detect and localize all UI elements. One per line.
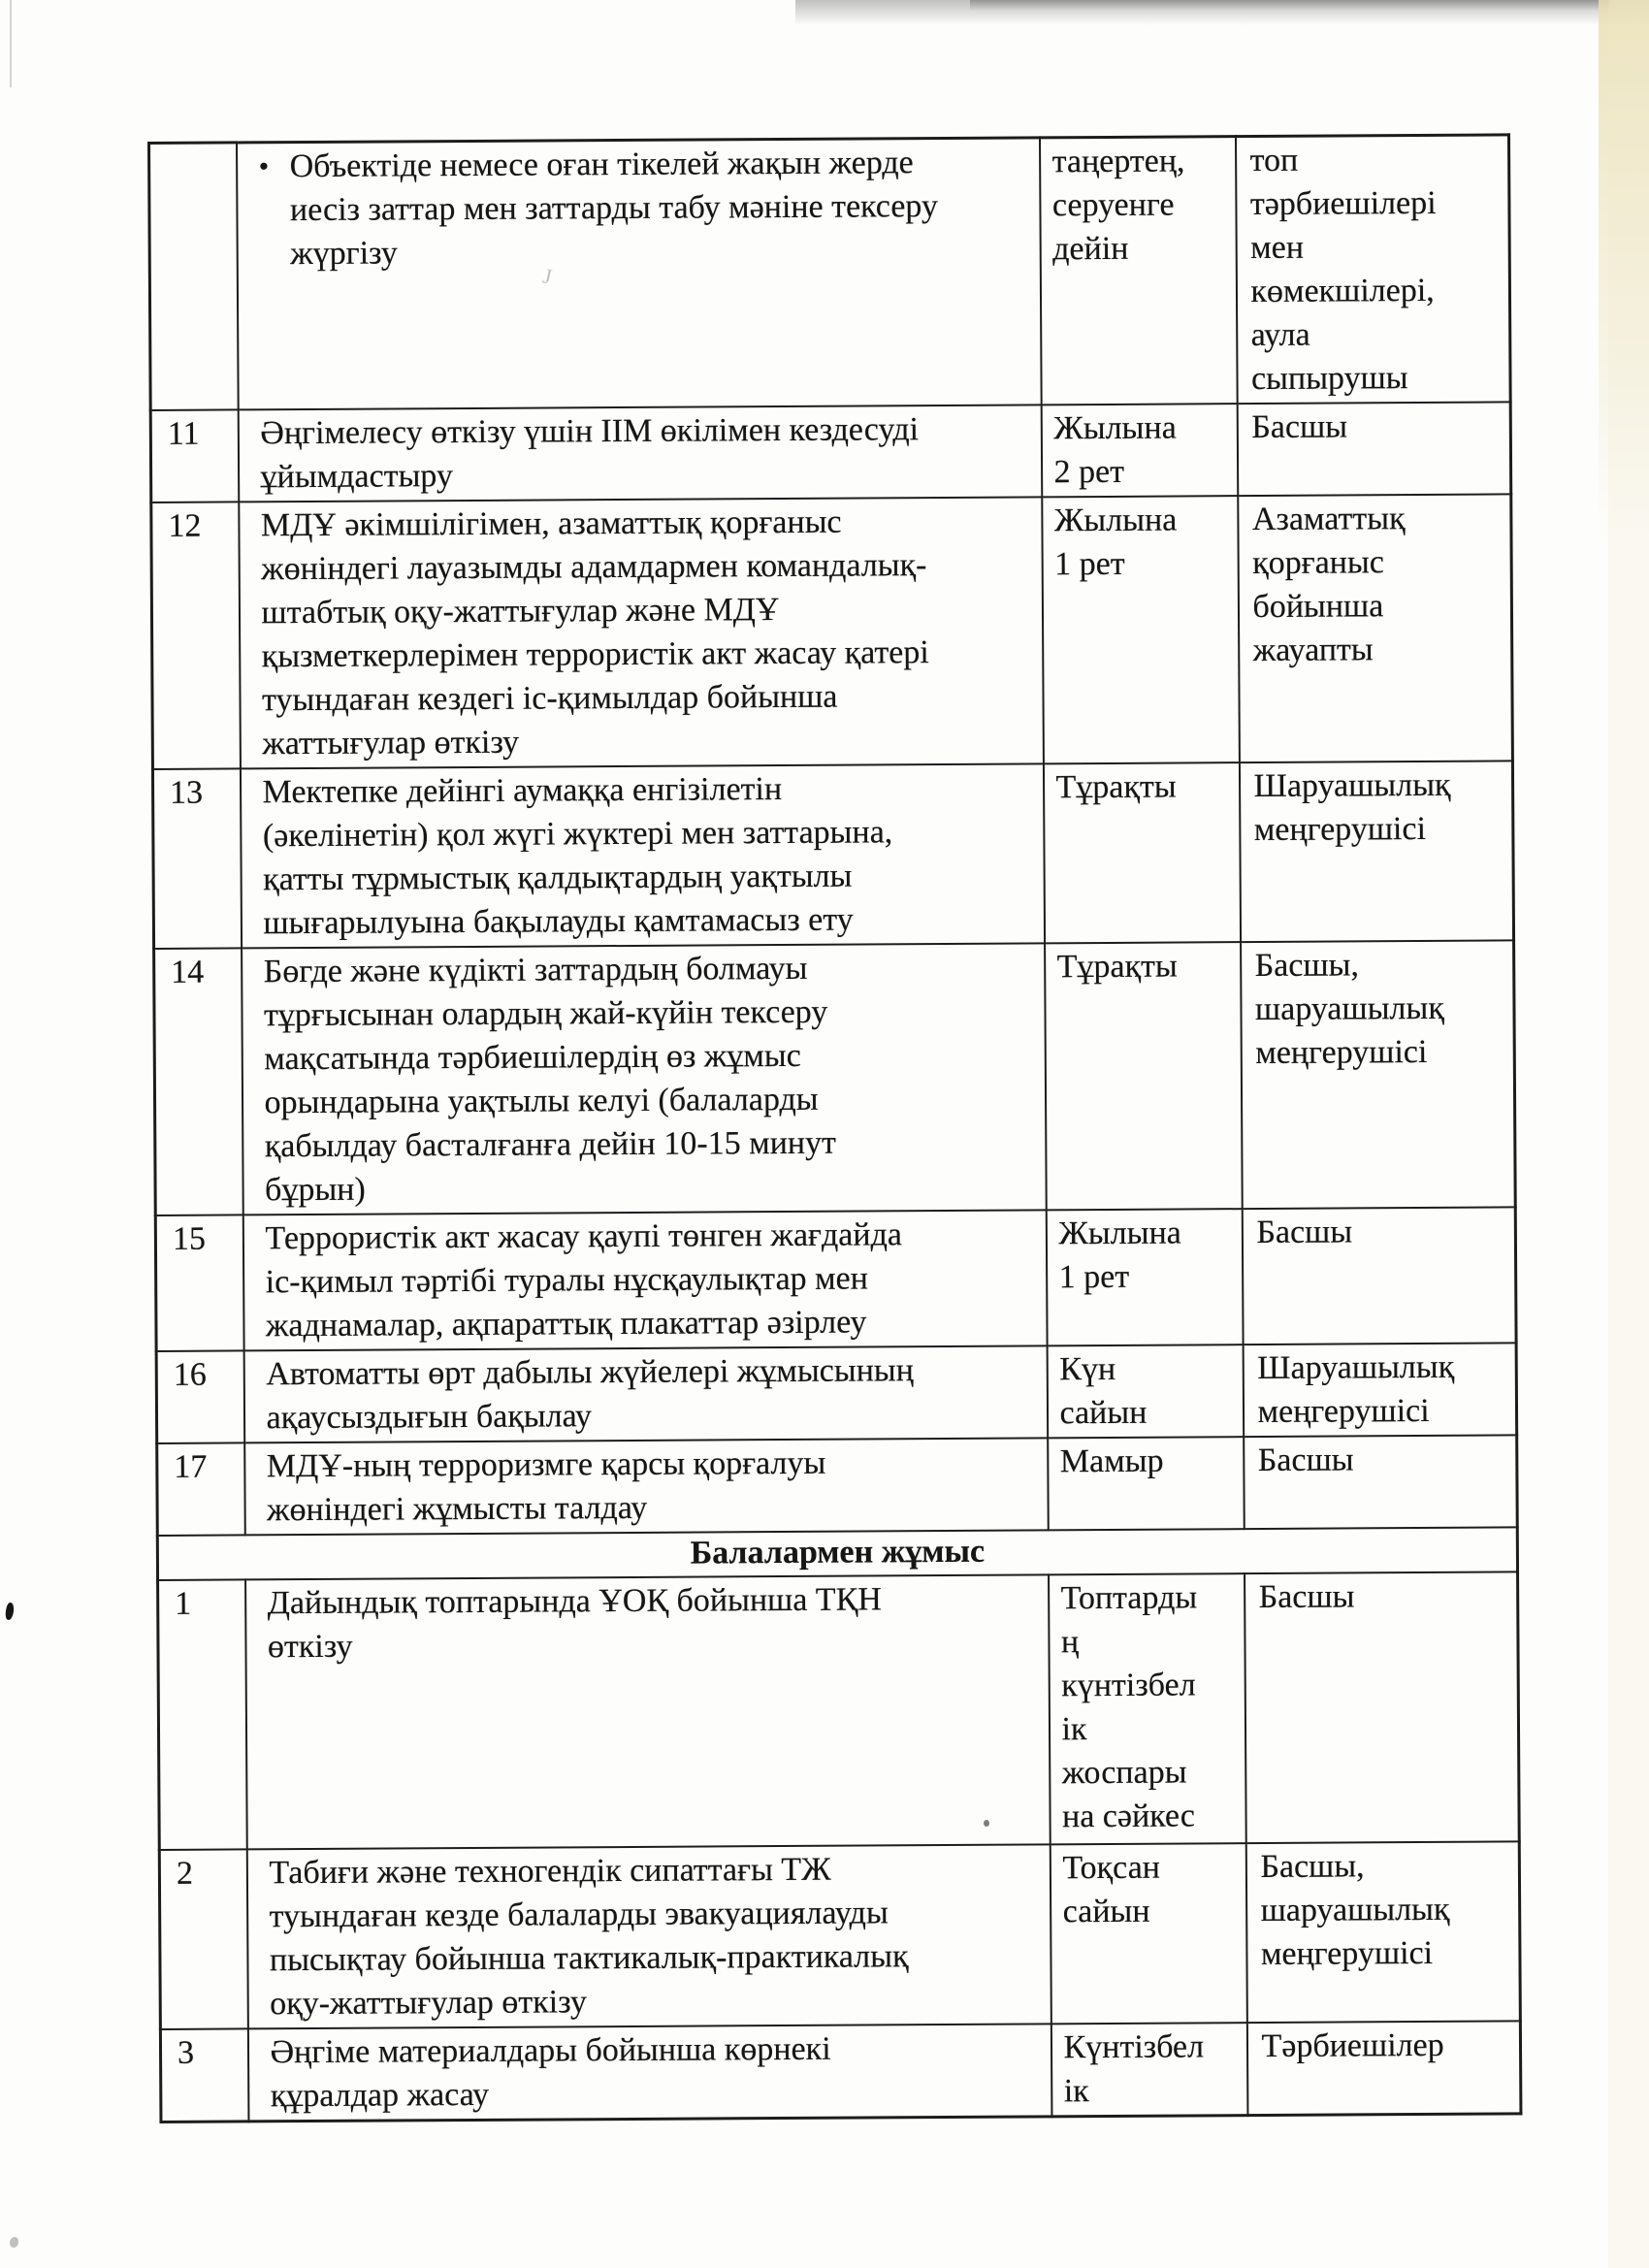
table-row [159, 1841, 1520, 2029]
responsible-cell: топ тәрбиешілері мен көмекшілері, аула сыпырушы [1235, 135, 1510, 404]
responsible-cell: Азаматтық қорғаныс бойынша жауапты [1238, 494, 1513, 762]
responsible-cell: Тәрбиешілер [1246, 2021, 1521, 2115]
frequency-cell: Мамыр [1048, 1437, 1245, 1530]
row-number-cell: 13 [152, 768, 241, 949]
row-number-cell: 15 [155, 1215, 243, 1351]
row-number-cell: 3 [160, 2028, 248, 2122]
scan-page-edge-right-faint [1608, 0, 1649, 2268]
plan-table [147, 133, 1522, 2123]
table-row [150, 402, 1511, 502]
row-number-cell [149, 143, 239, 410]
activity-cell: Әңгіме материалдары бойынша көрнекі құралдар жасау [247, 2024, 1051, 2122]
frequency-cell: Тұрақты [1043, 762, 1240, 943]
frequency-cell: Топтарды ң күнтізбел ік жоспары на сәйкес [1049, 1573, 1246, 1844]
activity-cell: МДҰ әкімшілігімен, азаматтық қорғаныс жөніндегі лауазымды адамдармен командалық- штабтық оқу-жаттығулар және МДҰ қызметкерлерімен террористік акт жасау қатері туындаған кездегі іс-қимылдар бойынша жаттығулар өткізу [239, 497, 1044, 768]
responsible-cell: Басшы, шаруашылық меңгерушісі [1241, 940, 1516, 1209]
row-number-cell: 14 [154, 948, 243, 1215]
scan-curl-mark: J [540, 263, 555, 289]
responsible-cell: Шаруашылық меңгерушісі [1243, 1343, 1517, 1437]
frequency-cell: таңертең, серуенге дейін [1039, 137, 1237, 405]
activity-cell: Табиғи және техногендік сипаттағы ТЖ туындаған кезде балаларды эвакуациялауды пысықтау бойынша тактикалық-практикалық оқу-жаттығулар өткізу [246, 1844, 1051, 2028]
activity-cell [237, 138, 1042, 410]
row-number-cell: 17 [157, 1442, 245, 1536]
scan-page-edge-right [1599, 0, 1649, 543]
frequency-cell: Күн сайын [1047, 1345, 1244, 1438]
row-number-cell: 1 [158, 1579, 247, 1850]
activity-text: Объектіде немесе оған тікелей жақын жерде иесіз заттар мен заттарды табу мәніне тексеру жүргізу [289, 145, 939, 273]
activity-cell: Әңгімелесу өткізу үшін ІІМ өкілімен кездесуді ұйымдастыру [238, 405, 1042, 502]
scan-shadow-top-dark [970, 0, 1610, 11]
frequency-cell: Күнтізбел ік [1051, 2023, 1247, 2117]
row-number-cell: 11 [150, 409, 239, 502]
activity-cell: МДҰ-ның терроризмге қарсы қорғалуы жөніндегі жұмысты талдау [244, 1438, 1049, 1535]
table-row [156, 1343, 1517, 1443]
scan-edge-left-line [10, 0, 12, 87]
activity-cell: Бөгде және күдікті заттардың болмауы тұрғысынан олардың жай-күйін тексеру мақсатында тәрбиешілердің өз жұмыс орындарына уақтылы келуі (балаларды қабылдау басталғанға дейін 10-15 минут бұрын) [242, 943, 1047, 1215]
responsible-cell: Басшы [1244, 1435, 1518, 1529]
plan-table-body [149, 135, 1521, 2122]
document-sheet [147, 133, 1522, 2123]
frequency-cell: Тоқсан сайын [1050, 1843, 1246, 2024]
activity-cell: Мектепке дейінгі аумаққа енгізілетін (әкелінетін) қол жүгі жүктері мен заттарына, қатты тұрмыстық қалдықтардың уақтылы шығарылуына бақылауды қамтамасыз ету [240, 763, 1044, 948]
row-number-cell: 2 [159, 1849, 247, 2029]
frequency-cell: Тұрақты [1045, 942, 1243, 1210]
table-row [158, 1571, 1520, 1850]
activity-cell: Дайындық топтарында ҰОҚ бойынша ТҚН өткізу [245, 1574, 1051, 1849]
responsible-cell: Басшы [1237, 402, 1511, 496]
responsible-cell: Басшы, шаруашылық меңгерушісі [1245, 1841, 1520, 2023]
section-header: Балалармен жұмыс [157, 1527, 1517, 1580]
table-row [160, 2021, 1521, 2122]
frequency-cell: Жылына 2 рет [1041, 404, 1238, 497]
frequency-cell: Жылына 1 рет [1046, 1209, 1243, 1345]
frequency-cell: Жылына 1 рет [1042, 496, 1240, 763]
table-row [155, 1207, 1516, 1351]
scan-shadow-top [795, 0, 1649, 25]
activity-cell: Террористік акт жасау қаупі төнген жағдайда іс-қимыл тәртібі туралы нұсқаулықтар мен жаднамалар, ақпараттық плакаттар әзірлеу [242, 1210, 1047, 1350]
table-row [157, 1435, 1518, 1536]
row-number-cell: 12 [151, 502, 241, 769]
scan-ink-blob [5, 1603, 15, 1621]
scan-speck [10, 2237, 18, 2248]
responsible-cell: Басшы [1245, 1571, 1520, 1843]
row-number-cell: 16 [156, 1350, 244, 1443]
table-row [149, 135, 1511, 410]
activity-cell: Автоматты өрт дабылы жүйелері жұмысының ақаусыздығын бақылау [243, 1345, 1048, 1442]
bullet-icon: • [258, 150, 270, 183]
table-row [152, 761, 1513, 949]
responsible-cell: Шаруашылық меңгерушісі [1239, 761, 1513, 942]
responsible-cell: Басшы [1242, 1207, 1516, 1345]
table-row [151, 494, 1513, 769]
table-row [154, 940, 1516, 1215]
